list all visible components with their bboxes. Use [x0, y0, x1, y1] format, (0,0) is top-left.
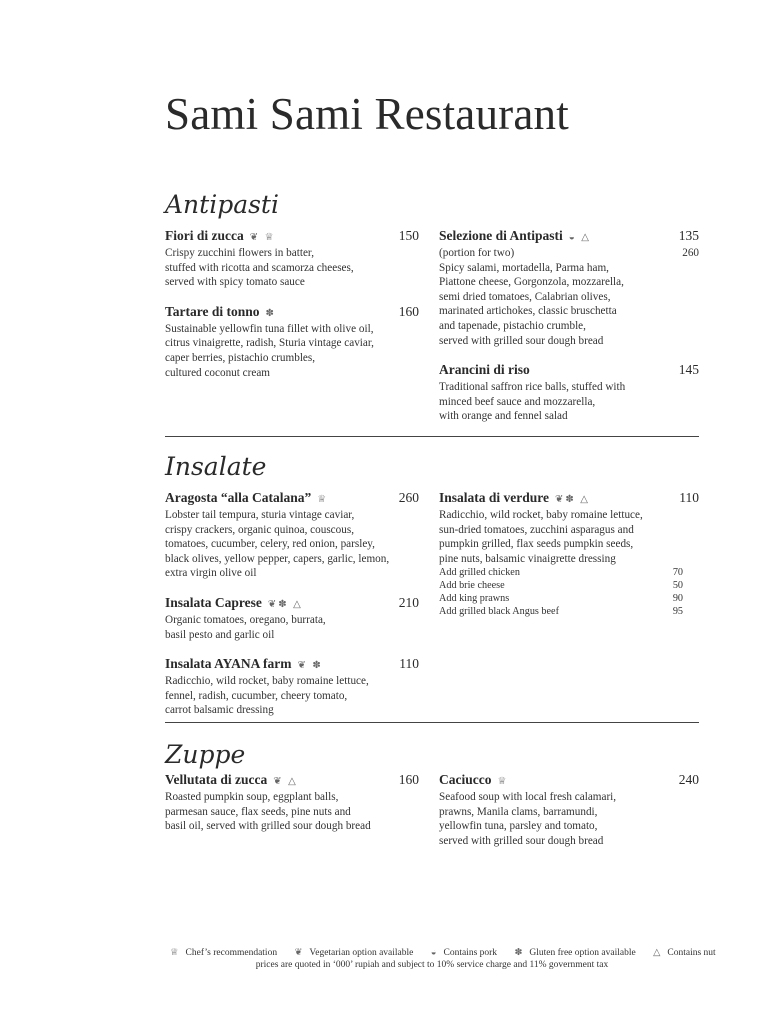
item-description: Radicchio, wild rocket, baby romaine lettuce, sun-dried tomatoes, zucchini asparagus and pumpkin grilled, flax seeds pumpkin seeds, pine nuts, balsamic vinaigrette dressing	[439, 509, 643, 565]
section-divider	[165, 722, 699, 723]
item-name: Aragosta “alla Catalana”	[165, 490, 312, 505]
dietary-icons: ♕	[317, 494, 329, 505]
menu-item	[439, 362, 699, 424]
dietary-icons: ❦ ♕	[249, 232, 276, 243]
menu-item	[165, 228, 419, 290]
wheat-icon: ✽	[514, 948, 523, 958]
addon-item	[439, 579, 683, 592]
addon-label: Add brie cheese	[439, 580, 505, 592]
addon-item	[439, 605, 683, 618]
antipasti-left-column	[165, 228, 419, 394]
item-description: Lobster tail tempura, sturia vintage caviar, crispy crackers, organic quinoa, couscous, tomatoes, cucumber, celery, red onion, parsley, black olives, yellow pepper, capers, garlic, lemon, extra virgin olive oil	[165, 509, 390, 580]
menu-item	[439, 228, 699, 348]
page-title: Sami Sami Restaurant	[165, 89, 569, 139]
insalate-columns	[165, 490, 699, 752]
antipasti-columns	[165, 228, 699, 468]
section-heading-zuppe: Zuppe	[165, 740, 246, 769]
legend-label: Contains nut	[667, 948, 716, 958]
item-description: Roasted pumpkin soup, eggplant balls, parmesan sauce, flax seeds, pine nuts and basil oil, served with grilled sour dough bread	[165, 791, 371, 833]
item-description: Organic tomatoes, oregano, burrata, basil pesto and garlic oil	[165, 613, 326, 641]
addon-label: Add grilled chicken	[439, 567, 520, 579]
menu-item	[439, 490, 699, 618]
dietary-icons: ❦✽ △	[555, 494, 590, 505]
item-price: 260	[398, 490, 419, 505]
menu-item	[165, 304, 419, 380]
legend-pork	[431, 948, 502, 958]
item-name: Insalata Caprese	[165, 594, 262, 610]
item-price: 110	[679, 490, 699, 505]
item-price: 135	[678, 228, 699, 243]
section-zuppe	[165, 740, 699, 850]
legend-nut	[653, 948, 721, 958]
dietary-icons: ❦ ✽	[297, 660, 323, 672]
legend-label: Chef’s recommendation	[185, 948, 278, 958]
section-insalate	[165, 452, 699, 717]
item-price: 210	[398, 594, 419, 610]
icon-legend	[165, 947, 716, 959]
item-name: Insalata di verdure	[439, 490, 550, 505]
footer	[165, 947, 716, 971]
item-price: 160	[398, 772, 419, 787]
addon-item	[439, 592, 683, 605]
item-name: Insalata AYANA farm	[165, 656, 292, 672]
item-name: Vellutata di zucca	[165, 772, 268, 787]
addon-price: 90	[672, 593, 683, 605]
dietary-icons: ❦✽ △	[267, 598, 303, 610]
chef-hat-icon: ♕	[170, 948, 179, 958]
menu-item	[165, 595, 419, 642]
nut-icon: △	[653, 948, 661, 958]
addon-label: Add grilled black Angus beef	[439, 606, 559, 618]
legend-label: Vegetarian option available	[309, 948, 414, 958]
pig-icon: ◒	[430, 948, 437, 958]
menu-item	[165, 772, 419, 834]
insalate-right-column	[439, 490, 699, 632]
item-price: 240	[678, 772, 699, 787]
item-price: 110	[399, 656, 419, 672]
item-name: Arancini di riso	[439, 362, 530, 378]
addon-price: 70	[672, 567, 683, 579]
zuppe-right-column	[439, 772, 699, 862]
menu-item	[165, 656, 419, 718]
item-price: 145	[678, 362, 699, 378]
item-description: Sustainable yellowfin tuna fillet with olive oil, citrus vinaigrette, radish, Sturia vintage caviar, caper berries, pistachio crumbles, cultured coconut cream	[165, 322, 374, 379]
item-name: Tartare di tonno	[165, 303, 260, 319]
addon-price: 50	[672, 580, 683, 592]
item-name: Caciucco	[439, 772, 492, 787]
item-description: Seafood soup with local fresh calamari, prawns, Manila clams, barramundi, yellowfin tuna, parsley and tomato, served with grilled sour dough bread	[439, 791, 617, 847]
section-heading-insalate: Insalate	[165, 452, 267, 481]
portion-label: (portion for two)	[439, 247, 515, 259]
legend-vegetarian	[294, 948, 418, 958]
leaf-icon: ❦	[294, 948, 303, 958]
legend-label: Gluten free option available	[529, 948, 636, 958]
item-name: Fiori di zucca	[165, 228, 244, 243]
portion-line	[439, 246, 699, 261]
legend-gluten	[514, 948, 640, 958]
legend-label: Contains pork	[443, 948, 498, 958]
item-name: Selezione di Antipasti	[439, 228, 563, 243]
item-description: Traditional saffron rice balls, stuffed with minced beef sauce and mozzarella, with orange and fennel salad	[439, 381, 626, 423]
dietary-icons: ❦ △	[273, 776, 298, 787]
antipasti-right-column	[439, 228, 699, 438]
item-description: Spicy salami, mortadella, Parma ham, Piattone cheese, Gorgonzola, mozzarella, semi dried tomatoes, Calabrian olives, marinated artichokes, classic bruschetta and tapenade, pistachio crumble, served with grilled sour dough bread	[439, 261, 624, 347]
portion-price: 260	[682, 247, 699, 259]
addon-item	[439, 566, 683, 579]
addon-list	[439, 566, 699, 618]
price-note: prices are quoted in ‘000’ rupiah and subject to 10% service charge and 11% government tax	[255, 960, 609, 970]
addon-label: Add king prawns	[439, 593, 510, 605]
menu-item	[439, 772, 699, 848]
item-price: 150	[398, 228, 419, 243]
dietary-icons: ✽	[265, 307, 276, 319]
zuppe-left-column	[165, 772, 419, 848]
section-heading-antipasti: Antipasti	[165, 190, 279, 219]
item-price: 160	[398, 303, 419, 319]
section-antipasti	[165, 190, 699, 430]
menu-item	[165, 490, 419, 581]
addon-price: 95	[672, 606, 683, 618]
zuppe-columns	[165, 772, 699, 882]
item-description: Crispy zucchini flowers in batter, stuffed with ricotta and scamorza cheeses, served with spicy tomato sauce	[165, 247, 354, 289]
section-divider	[165, 436, 699, 437]
legend-chef	[170, 948, 282, 958]
dietary-icons: ♕	[497, 776, 509, 787]
item-description: Radicchio, wild rocket, baby romaine lettuce, fennel, radish, cucumber, cheery tomato, carrot balsamic dressing	[165, 675, 369, 717]
dietary-icons: ◒ △	[568, 232, 591, 243]
insalate-left-column	[165, 490, 419, 732]
